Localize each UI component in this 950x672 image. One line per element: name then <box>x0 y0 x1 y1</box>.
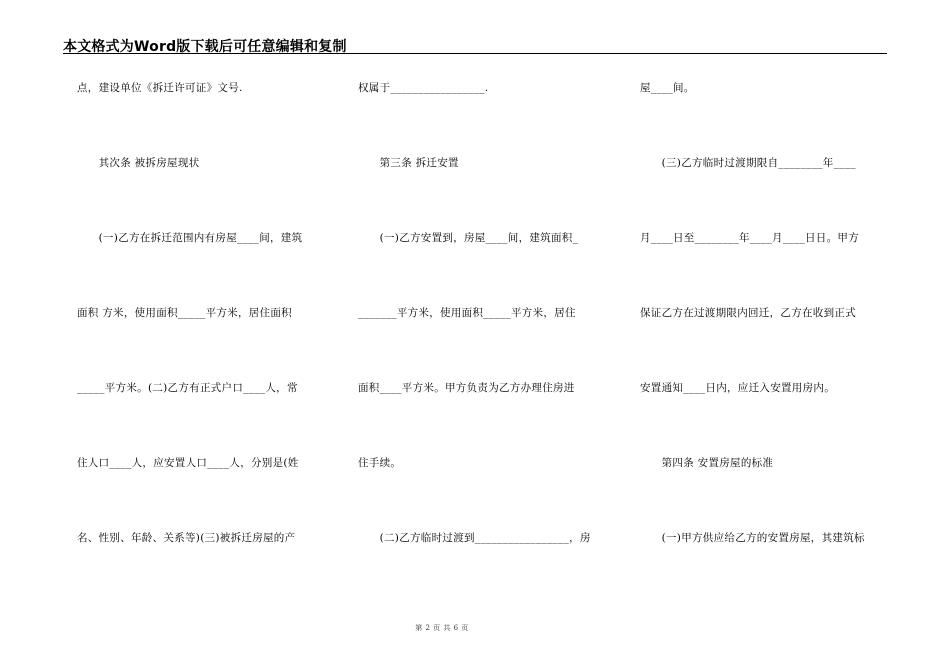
text-line: 住人口____人，应安置人口____人，分别是(姓 <box>77 457 299 469</box>
text-line: 面积 方米，使用面积_____平方米，居住面积 <box>77 307 292 319</box>
header-divider <box>63 53 887 54</box>
document-header-title: 本文格式为Word版下载后可任意编辑和复制 <box>63 39 347 55</box>
text-line: 住手续。 <box>358 457 402 469</box>
text-line: 保证乙方在过渡期限内回迁，乙方在收到正式 <box>640 307 856 319</box>
text-line: 月____日至________年____月____日日。甲方 <box>640 232 859 244</box>
text-line: 名、性别、年龄、关系等)(三)被拆迁房屋的产 <box>77 532 296 544</box>
text-line: _____平方米。(二)乙方有正式户口____人，常 <box>77 382 298 394</box>
text-line: (一)乙方在拆迁范围内有房屋____间，建筑 <box>77 232 303 244</box>
text-line: 点，建设单位《拆迁许可证》文号. <box>77 82 243 94</box>
page-number-indicator: 第 2 页 共 6 页 <box>415 624 469 632</box>
text-line: 第三条 拆迁安置 <box>358 157 459 169</box>
text-line: 屋____间。 <box>640 82 695 94</box>
text-line: (二)乙方临时过渡到_________________，房 <box>358 532 591 544</box>
text-line: (一)甲方供应给乙方的安置房屋，其建筑标 <box>640 532 865 544</box>
text-line: 其次条 被拆房屋现状 <box>77 157 200 169</box>
text-line: 第四条 安置房屋的标准 <box>640 457 774 469</box>
text-line: (一)乙方安置到，房屋____间，建筑面积_ <box>358 232 579 244</box>
text-line: 权属于_________________. <box>358 82 489 94</box>
text-line: _______平方米，使用面积_____平方米，居住 <box>358 307 576 319</box>
text-line: 安置通知____日内，应迁入安置用房内。 <box>640 382 835 394</box>
text-line: 面积____平方米。甲方负责为乙方办理住房进 <box>358 382 575 394</box>
text-line: (三)乙方临时过渡期限自________年____ <box>640 157 856 169</box>
